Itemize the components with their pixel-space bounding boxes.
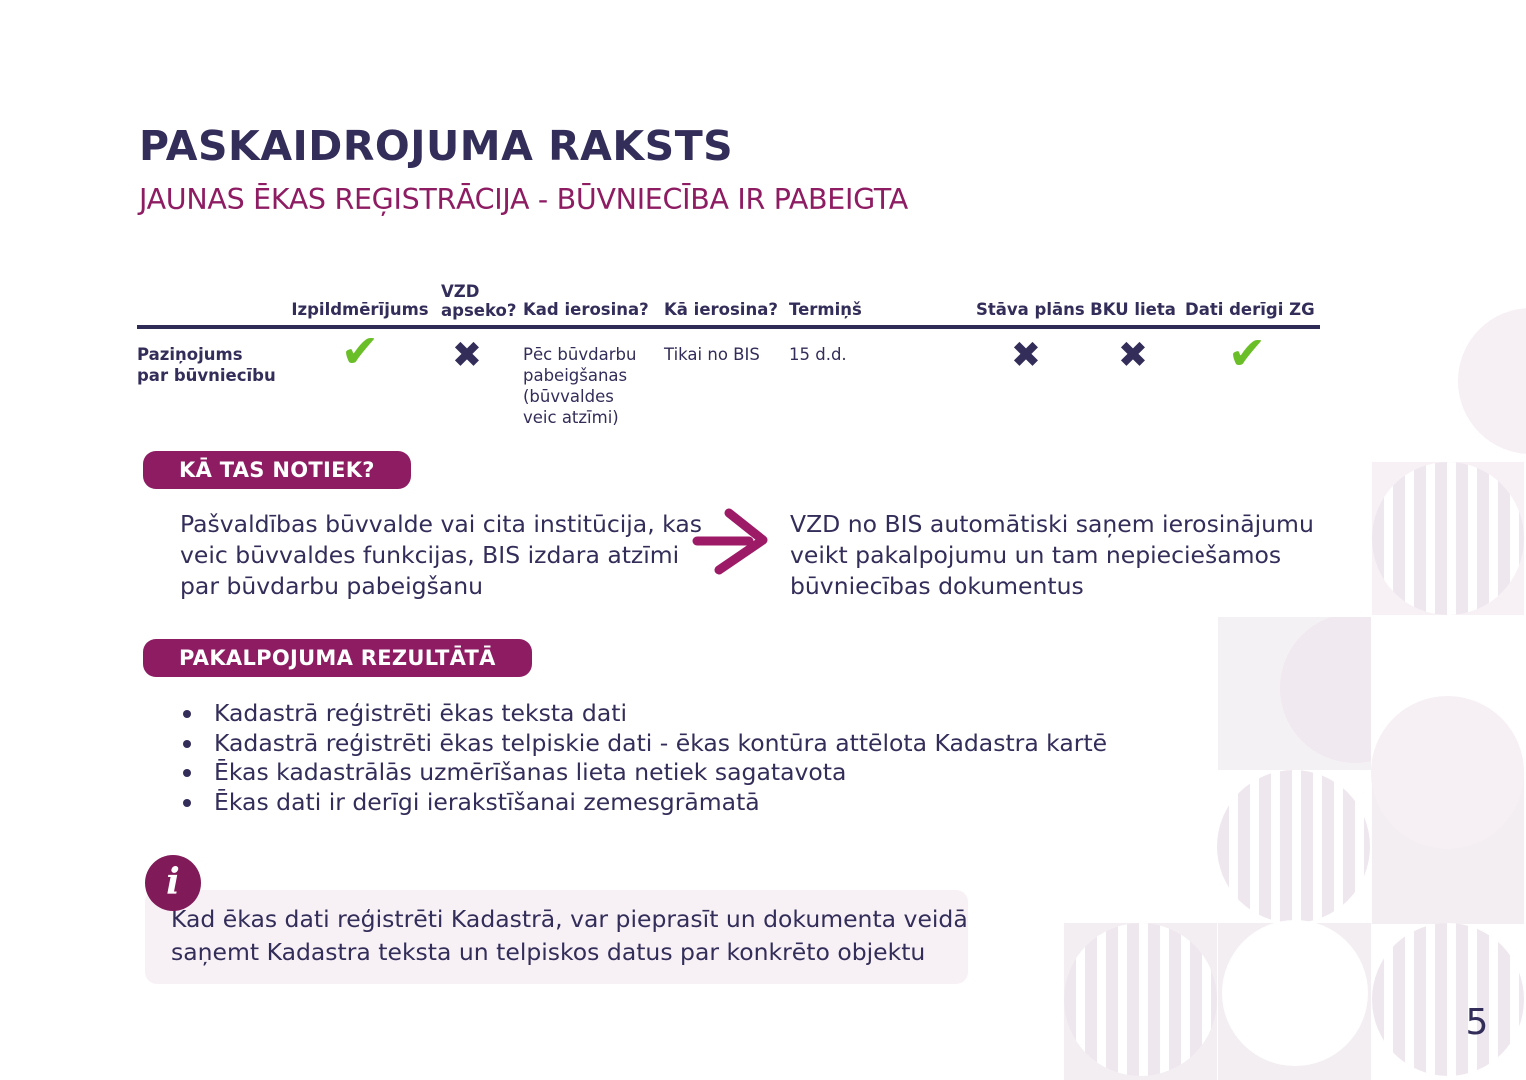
decor-striped-circle bbox=[1372, 923, 1524, 1076]
cell-izpildmerijums bbox=[290, 326, 430, 376]
text-line: par būvdarbu pabeigšanu bbox=[180, 572, 483, 600]
decor-circle bbox=[1371, 696, 1524, 849]
text-line: saņemt Kadastra teksta un telpiskos datus par konkrēto objektu bbox=[171, 938, 926, 966]
decor-circle bbox=[1458, 308, 1526, 454]
row-label-line: par būvniecību bbox=[137, 366, 276, 385]
list-item bbox=[180, 788, 1107, 818]
info-icon bbox=[145, 855, 201, 911]
list-item bbox=[180, 729, 1107, 759]
list-item-text: Kadastrā reģistrēti ēkas telpiskie dati - ēkas kontūra attēlota Kadastra kartē bbox=[214, 728, 1108, 757]
check-icon: ✔ bbox=[340, 324, 380, 378]
text-line: veic būvvaldes funkcijas, BIS izdara atzīmi bbox=[180, 541, 680, 569]
check-icon: ✔ bbox=[1227, 326, 1267, 380]
decor-square bbox=[1064, 923, 1217, 1080]
bullet-dot bbox=[183, 740, 191, 748]
decor-striped-circle bbox=[1372, 462, 1524, 615]
cell-text-line: (būvvaldes bbox=[523, 387, 614, 406]
decor-circle bbox=[1280, 617, 1371, 763]
column-header-stava-plans: Stāva plāns bbox=[976, 300, 1085, 319]
bullet-dot bbox=[183, 710, 191, 718]
list-item bbox=[180, 699, 1107, 729]
cell-stava-plans bbox=[976, 336, 1076, 376]
decor-square bbox=[1218, 923, 1371, 1080]
cell-kad-ierosina bbox=[523, 344, 663, 428]
decor-square bbox=[1218, 617, 1371, 770]
cell-ka-ierosina: Tikai no BIS bbox=[664, 345, 760, 364]
text-line: Pašvaldības būvvalde vai cita institūcija, kas bbox=[180, 510, 702, 538]
service-result-badge: PAKALPOJUMA REZULTĀTĀ bbox=[143, 639, 532, 677]
result-bullet-list bbox=[180, 699, 1107, 817]
column-header-vzd-apseko: VZD apseko? bbox=[441, 282, 517, 320]
row-label-line: Paziņojums bbox=[137, 345, 243, 364]
text-line: Kad ēkas dati reģistrēti Kadastrā, var pieprasīt un dokumenta veidā bbox=[171, 905, 968, 933]
list-item bbox=[180, 758, 1107, 788]
page-title: PASKAIDROJUMA RAKSTS bbox=[139, 122, 734, 170]
cell-bku-lieta bbox=[1083, 336, 1183, 376]
list-item-text: Ēkas dati ir derīgi ierakstīšanai zemesgrāmatā bbox=[214, 787, 760, 816]
text-line: būvniecības dokumentus bbox=[790, 572, 1084, 600]
cell-termins: 15 d.d. bbox=[789, 345, 847, 364]
row-label bbox=[137, 344, 276, 386]
how-it-works-badge: KĀ TAS NOTIEK? bbox=[143, 451, 411, 489]
text-line: veikt pakalpojumu un tam nepieciešamos bbox=[790, 541, 1282, 569]
column-header-dati-derigi-zg: Dati derīgi ZG bbox=[1185, 300, 1315, 319]
column-header-ka-ierosina: Kā ierosina? bbox=[664, 300, 778, 319]
decor-circle bbox=[1222, 920, 1368, 1066]
service-table bbox=[137, 280, 1325, 440]
how-left-text bbox=[180, 509, 702, 602]
cell-text-line: Pēc būvdarbu bbox=[523, 345, 637, 364]
column-header-termins: Termiņš bbox=[789, 300, 862, 319]
cell-text-line: veic atzīmi) bbox=[523, 408, 619, 427]
cell-vzd-apseko bbox=[425, 336, 509, 376]
arrow-right-icon bbox=[691, 506, 775, 578]
text-line: VZD no BIS automātiski saņem ierosinājumu bbox=[790, 510, 1314, 538]
page-number: 5 bbox=[1465, 1002, 1489, 1043]
decor-square bbox=[1372, 462, 1524, 615]
column-header-bku-lieta: BKU lieta bbox=[1090, 300, 1176, 319]
how-right-text bbox=[790, 509, 1314, 602]
cross-icon: ✖ bbox=[1010, 335, 1042, 376]
bullet-dot bbox=[183, 769, 191, 777]
list-item-text: Kadastrā reģistrēti ēkas teksta dati bbox=[214, 699, 627, 727]
info-box bbox=[145, 890, 968, 984]
column-header-kad-ierosina: Kad ierosina? bbox=[523, 300, 649, 319]
cell-dati-derigi-zg bbox=[1185, 328, 1309, 378]
decor-striped-circle bbox=[1217, 770, 1370, 923]
cross-icon: ✖ bbox=[1117, 335, 1149, 376]
cell-text-line: pabeigšanas bbox=[523, 366, 628, 385]
list-item-text: Ēkas kadastrālās uzmērīšanas lieta netiek sagatavota bbox=[214, 758, 847, 786]
info-icon-glyph: i bbox=[166, 861, 180, 903]
cross-icon: ✖ bbox=[451, 335, 483, 376]
page-subtitle: JAUNAS ĒKAS REĢISTRĀCIJA - BŪVNIECĪBA IR PABEIGTA bbox=[139, 183, 908, 216]
column-header-izpildmerijums: Izpildmērījums bbox=[291, 300, 429, 319]
decor-striped-circle bbox=[1064, 923, 1217, 1076]
bullet-dot bbox=[183, 799, 191, 807]
